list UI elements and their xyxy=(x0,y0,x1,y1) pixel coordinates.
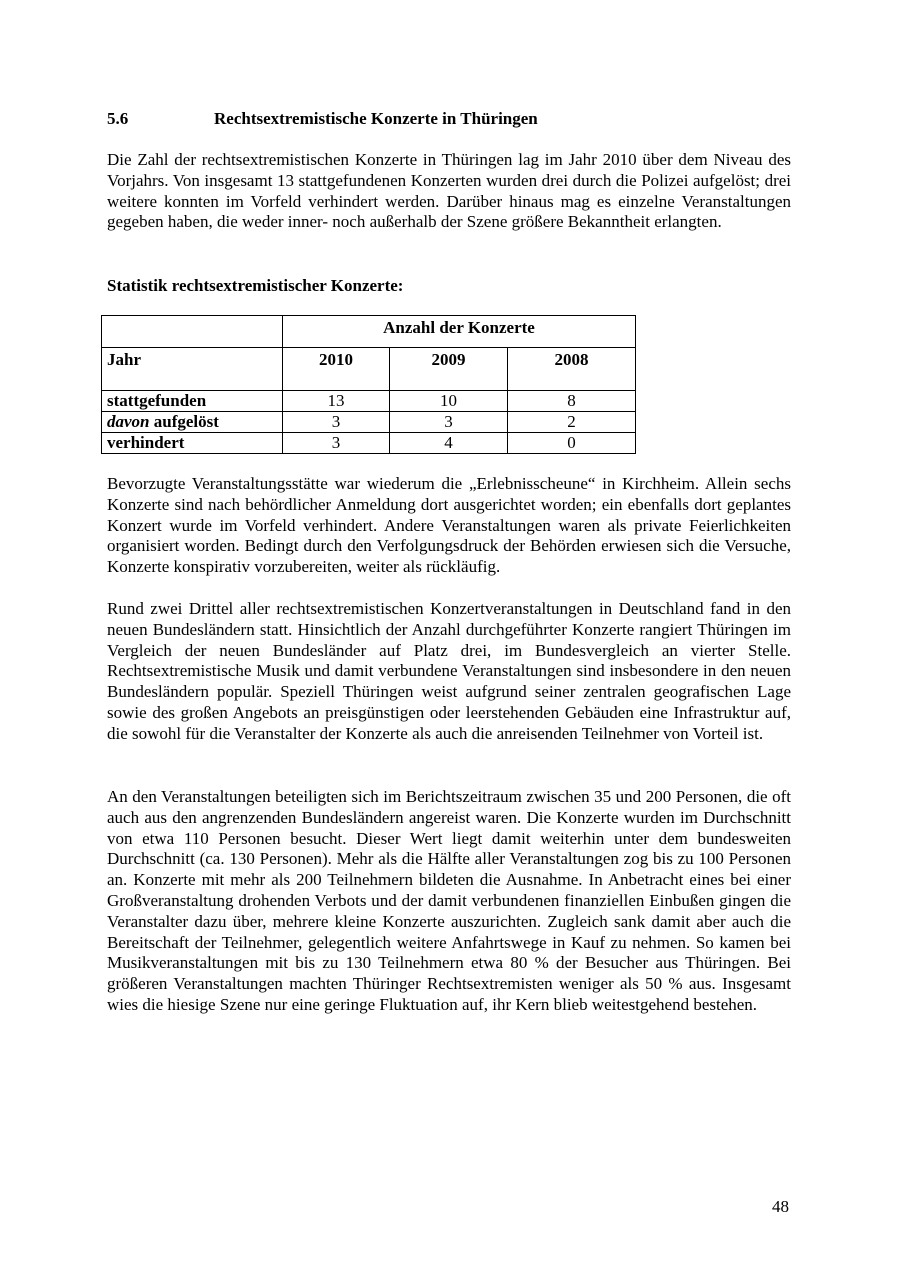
table-row xyxy=(102,412,636,433)
row-label-held: stattgefunden xyxy=(102,391,283,412)
section-title: Rechtsextremistische Konzerte in Thüringen xyxy=(214,109,538,128)
table-cell: 3 xyxy=(283,412,390,433)
table-row xyxy=(102,391,636,412)
section-heading xyxy=(107,108,791,129)
row-label-prevented: verhindert xyxy=(102,433,283,454)
concert-statistics-table xyxy=(101,315,636,454)
table-empty-corner-cell xyxy=(102,316,283,348)
table-cell: 3 xyxy=(283,433,390,454)
table-row xyxy=(102,433,636,454)
table-cell: 13 xyxy=(283,391,390,412)
section-number: 5.6 xyxy=(107,109,129,128)
table-group-header: Anzahl der Konzerte xyxy=(283,316,636,348)
table-year-2008: 2008 xyxy=(508,348,636,391)
row-label-prefix: davon xyxy=(107,412,150,431)
page-number: 48 xyxy=(772,1197,789,1216)
table-year-2009: 2009 xyxy=(390,348,508,391)
table-year-2010: 2010 xyxy=(283,348,390,391)
intro-paragraph: Die Zahl der rechtsextremistischen Konzerte in Thüringen lag im Jahr 2010 über dem Niveau des Vorjahrs. Von insgesamt 13 stattgefundenen Konzerten wurden drei durch die Polizei aufgelöst; drei weitere konnten im Vorfeld verhindert werden. Darüber hinaus mag es einzelne Veranstaltungen gegeben haben, die weder inner- noch außerhalb der Szene größere Bekanntheit erlangten. xyxy=(107,150,791,232)
table-cell: 0 xyxy=(508,433,636,454)
national-paragraph: Rund zwei Drittel aller rechtsextremistischen Konzertveranstaltungen in Deutschland fand in den neuen Bundesländern statt. Hinsichtlich der Anzahl durchgeführter Konzerte rangiert Thüringen im Vergleich der neuen Bundesländer auf Platz drei, im Bundesvergleich an vierter Stelle. Rechtsextremistische Musik und damit verbundene Veranstaltungen sind insbesondere in den neuen Bundesländern populär. Speziell Thüringen weist aufgrund seiner zentralen geografischen Lage sowie des großen Angebots an preisgünstigen oder leerstehenden Gebäuden eine Infrastruktur auf, die sowohl für die Veranstalter der Konzerte als auch die anreisenden Teilnehmer von Vorteil ist. xyxy=(107,599,791,743)
table-cell: 4 xyxy=(390,433,508,454)
venue-paragraph: Bevorzugte Veranstaltungsstätte war wiederum die „Erlebnisscheune“ in Kirchheim. Allein sechs Konzerte sind nach behördlicher Anmeldung dort ausgerichtet worden; ein ebenfalls dort geplantes Konzert wurde im Vorfeld verhindert. Andere Veranstaltungen waren als private Feierlichkeiten organisiert worden. Bedingt durch den Verfolgungsdruck der Behörden erwiesen sich die Versuche, Konzerte konspirativ vorzubereiten, weiter als rückläufig. xyxy=(107,474,791,577)
row-label-text: aufgelöst xyxy=(153,412,219,431)
table-cell: 8 xyxy=(508,391,636,412)
table-cell: 2 xyxy=(508,412,636,433)
table-year-label: Jahr xyxy=(102,348,283,391)
participants-paragraph: An den Veranstaltungen beteiligten sich im Berichtszeitraum zwischen 35 und 200 Personen, die oft auch aus den angrenzenden Bundesländern angereist waren. Die Konzerte wurden im Durchschnitt von etwa 110 Personen besucht. Dieser Wert liegt damit weiterhin unter dem bundesweiten Durchschnitt (ca. 130 Personen). Mehr als die Hälfte aller Veranstaltungen zog bis zu 100 Personen an. Konzerte mit mehr als 200 Teilnehmern bildeten die Ausnahme. In Anbetracht eines bei einer Großveranstaltung drohenden Verbots und der damit verbundenen finanziellen Einbußen gingen die Veranstalter dazu über, mehrere kleine Konzerte auszurichten. Zugleich sank damit aber auch die Bereitschaft der Teilnehmer, gelegentlich weitere Anfahrtswege in Kauf zu nehmen. So kamen bei Musikveranstaltungen mit bis zu 130 Teilnehmern etwa 80 % der Besucher aus Thüringen. Bei größeren Veranstaltungen machten Thüringer Rechtsextremisten weniger als 50 % aus. Insgesamt wies die hiesige Szene nur eine geringe Fluktuation auf, ihr Kern blieb weitestgehend bestehen. xyxy=(107,787,791,1014)
table-cell: 10 xyxy=(390,391,508,412)
statistics-heading: Statistik rechtsextremistischer Konzerte: xyxy=(107,276,404,295)
table-year-header-row xyxy=(102,348,636,391)
table-cell: 3 xyxy=(390,412,508,433)
table-group-header-row xyxy=(102,316,636,348)
row-label-dissolved xyxy=(102,412,283,433)
